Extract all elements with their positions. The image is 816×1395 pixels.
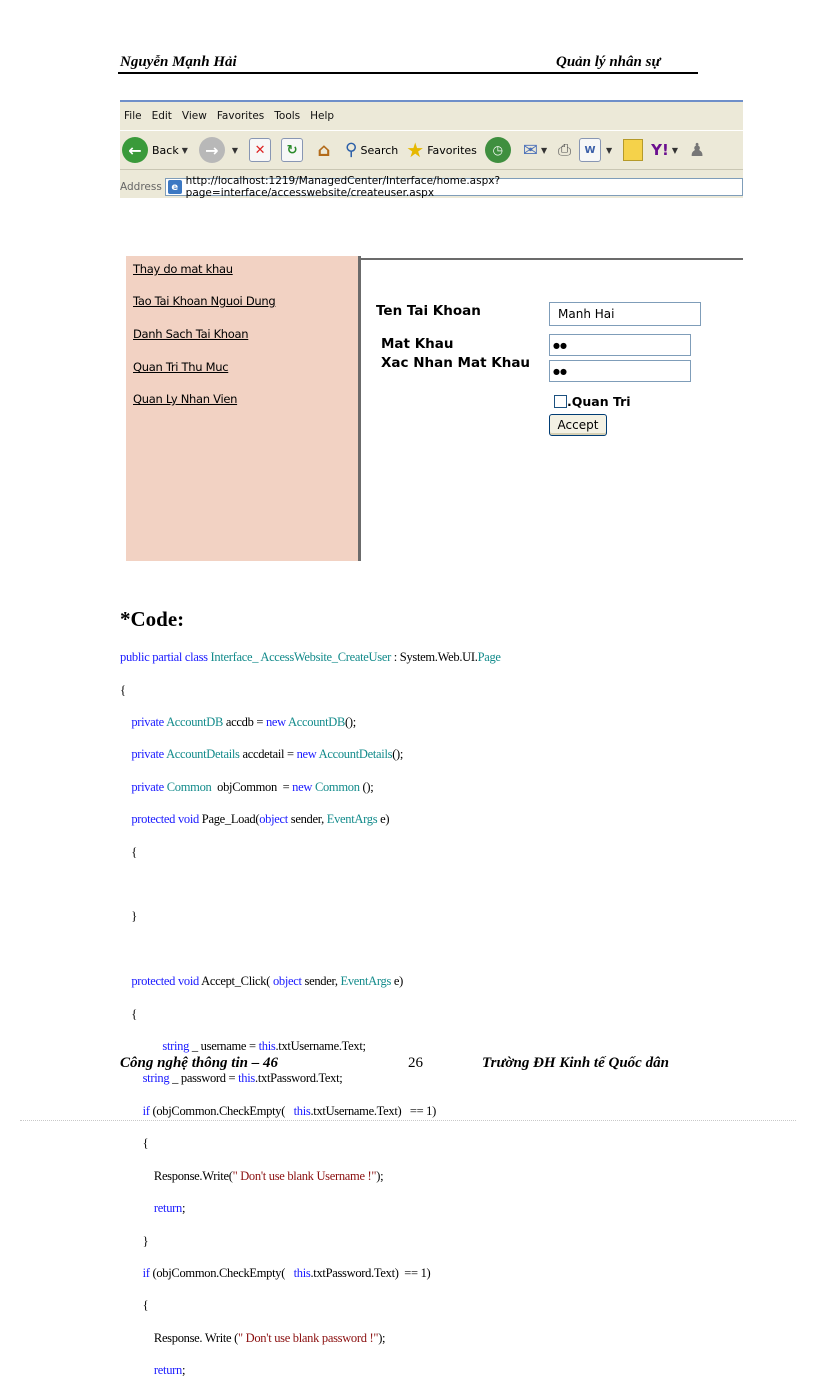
footer-department: Công nghệ thông tin – 46 <box>120 1055 278 1071</box>
code-line: private AccountDetails accdetail = new AccountDetails(); <box>131 747 404 762</box>
notes-icon <box>623 139 643 161</box>
code-line: private AccountDB accdb = new AccountDB(); <box>131 715 356 730</box>
home-icon: ⌂ <box>317 139 331 161</box>
mail-button[interactable] <box>523 135 550 165</box>
address-input[interactable] <box>165 175 743 199</box>
dropdown-arrow-icon: ▼ <box>231 145 239 155</box>
code-line: Response.Write(" Don't use blank Username !"); <box>120 1168 384 1183</box>
confirm-password-input[interactable] <box>549 360 691 382</box>
page-bottom-edge <box>20 1120 796 1121</box>
code-line: private Common objCommon = new Common (); <box>131 779 374 794</box>
dropdown-arrow-icon: ▼ <box>605 145 613 155</box>
history-button[interactable] <box>485 135 515 165</box>
refresh-button[interactable] <box>281 135 305 165</box>
code-line: { <box>120 844 137 859</box>
forward-arrow-icon: → <box>199 137 225 163</box>
code-line: if (objCommon.CheckEmpty( this.txtUsername.Text) == 1) <box>142 1103 436 1118</box>
dropdown-arrow-icon: ▼ <box>541 145 548 155</box>
menu-file[interactable]: File <box>124 110 142 122</box>
code-line: string _ password = this.txtPassword.Text; <box>142 1071 343 1086</box>
yahoo-icon: Y! <box>651 141 669 159</box>
code-line: protected void Accept_Click( object sender, EventArgs e) <box>131 974 403 989</box>
address-bar <box>120 176 743 198</box>
accept-button[interactable]: Accept <box>549 414 607 436</box>
back-label: Back <box>152 143 179 157</box>
star-icon: ★ <box>406 138 425 162</box>
search-icon: ⚲ <box>345 140 358 160</box>
sidebar-item-change-password[interactable]: Thay do mat khau <box>133 262 233 276</box>
menu-tools[interactable]: Tools <box>274 110 301 122</box>
code-line: public partial class Interface_ AccessWebsite_CreateUser : System.Web.UI.Page <box>120 650 501 665</box>
menu-help[interactable]: Help <box>310 110 335 122</box>
browser-toolbar <box>120 130 743 170</box>
password-input[interactable] <box>549 334 691 356</box>
refresh-icon: ↻ <box>281 138 303 162</box>
messenger-icon: ♟ <box>689 139 706 161</box>
code-line: return; <box>153 1363 186 1378</box>
yahoo-button[interactable] <box>651 135 681 165</box>
code-line: } <box>120 909 137 924</box>
confirm-password-label: Xac Nhan Mat Khau <box>381 355 531 371</box>
dropdown-arrow-icon: ▼ <box>181 145 188 155</box>
header-title: Quản lý nhân sự <box>556 54 661 70</box>
page-icon: e <box>168 180 182 194</box>
username-value: Manh Hai <box>558 307 615 321</box>
code-line: { <box>120 1298 149 1313</box>
password-mask: ●● <box>553 340 567 350</box>
sidebar-item-manage-employees[interactable]: Quan Ly Nhan Vien <box>133 392 238 406</box>
notes-button[interactable] <box>623 135 643 165</box>
username-input[interactable] <box>549 302 701 326</box>
menu-favorites[interactable]: Favorites <box>216 110 265 122</box>
sidebar-item-account-list[interactable]: Danh Sach Tai Khoan <box>133 327 249 341</box>
print-button[interactable] <box>558 135 571 165</box>
code-heading: *Code: <box>120 607 185 631</box>
address-url: http://localhost:1219/ManagedCenter/Interface/home.aspx?page=interface/accesswebsite/createuser.aspx <box>185 175 501 199</box>
history-icon: ◷ <box>485 137 511 163</box>
stop-button[interactable] <box>249 135 273 165</box>
printer-icon: ⎙ <box>558 140 571 159</box>
sidebar-item-create-account[interactable]: Tao Tai Khoan Nguoi Dung <box>133 294 276 308</box>
username-label: Ten Tai Khoan <box>376 303 481 319</box>
code-line: { <box>120 1136 149 1151</box>
dropdown-arrow-icon: ▼ <box>671 145 678 155</box>
back-arrow-icon: ← <box>122 137 148 163</box>
word-icon: W <box>579 138 601 162</box>
confirm-password-mask: ●● <box>553 366 567 376</box>
createuser-app <box>126 256 743 561</box>
forward-button[interactable] <box>199 135 241 165</box>
footer-university: Trường ĐH Kinh tế Quốc dân <box>482 1055 669 1071</box>
header-rule <box>118 72 698 74</box>
search-label: Search <box>360 143 399 157</box>
menu-view[interactable]: View <box>181 110 207 122</box>
code-line: { <box>120 682 126 697</box>
code-line: } <box>120 1233 149 1248</box>
stop-icon: ✕ <box>249 138 271 162</box>
messenger-button[interactable] <box>689 135 705 165</box>
address-label: Address <box>120 181 162 193</box>
code-block <box>120 633 720 1395</box>
menu-edit[interactable]: Edit <box>151 110 172 122</box>
code-line: Response. Write (" Don't use blank password !"); <box>120 1330 386 1345</box>
browser-window <box>120 100 743 198</box>
create-user-form <box>361 260 743 561</box>
search-button[interactable] <box>345 135 398 165</box>
sidebar-item-manage-folders[interactable]: Quan Tri Thu Muc <box>133 360 229 374</box>
header-author: Nguyễn Mạnh Hải <box>120 54 237 70</box>
code-line: protected void Page_Load(object sender, EventArgs e) <box>131 812 390 827</box>
sidebar <box>126 256 358 561</box>
admin-checkbox[interactable] <box>554 395 567 408</box>
back-button[interactable] <box>122 135 191 165</box>
favorites-button[interactable] <box>406 135 477 165</box>
code-line: if (objCommon.CheckEmpty( this.txtPassword.Text) == 1) <box>142 1265 431 1280</box>
mail-icon: ✉ <box>522 139 539 161</box>
browser-menubar <box>120 106 743 126</box>
code-line <box>120 876 720 892</box>
edit-button[interactable] <box>579 135 615 165</box>
admin-label: .Quan Tri <box>567 394 631 409</box>
password-label: Mat Khau <box>381 336 454 352</box>
code-line <box>120 941 720 957</box>
code-line: string _ username = this.txtUsername.Text; <box>162 1039 366 1054</box>
favorites-label: Favorites <box>427 143 477 157</box>
page-number: 26 <box>408 1055 423 1071</box>
code-line: { <box>120 1006 137 1021</box>
home-button[interactable] <box>313 135 337 165</box>
code-line: return; <box>153 1201 186 1216</box>
